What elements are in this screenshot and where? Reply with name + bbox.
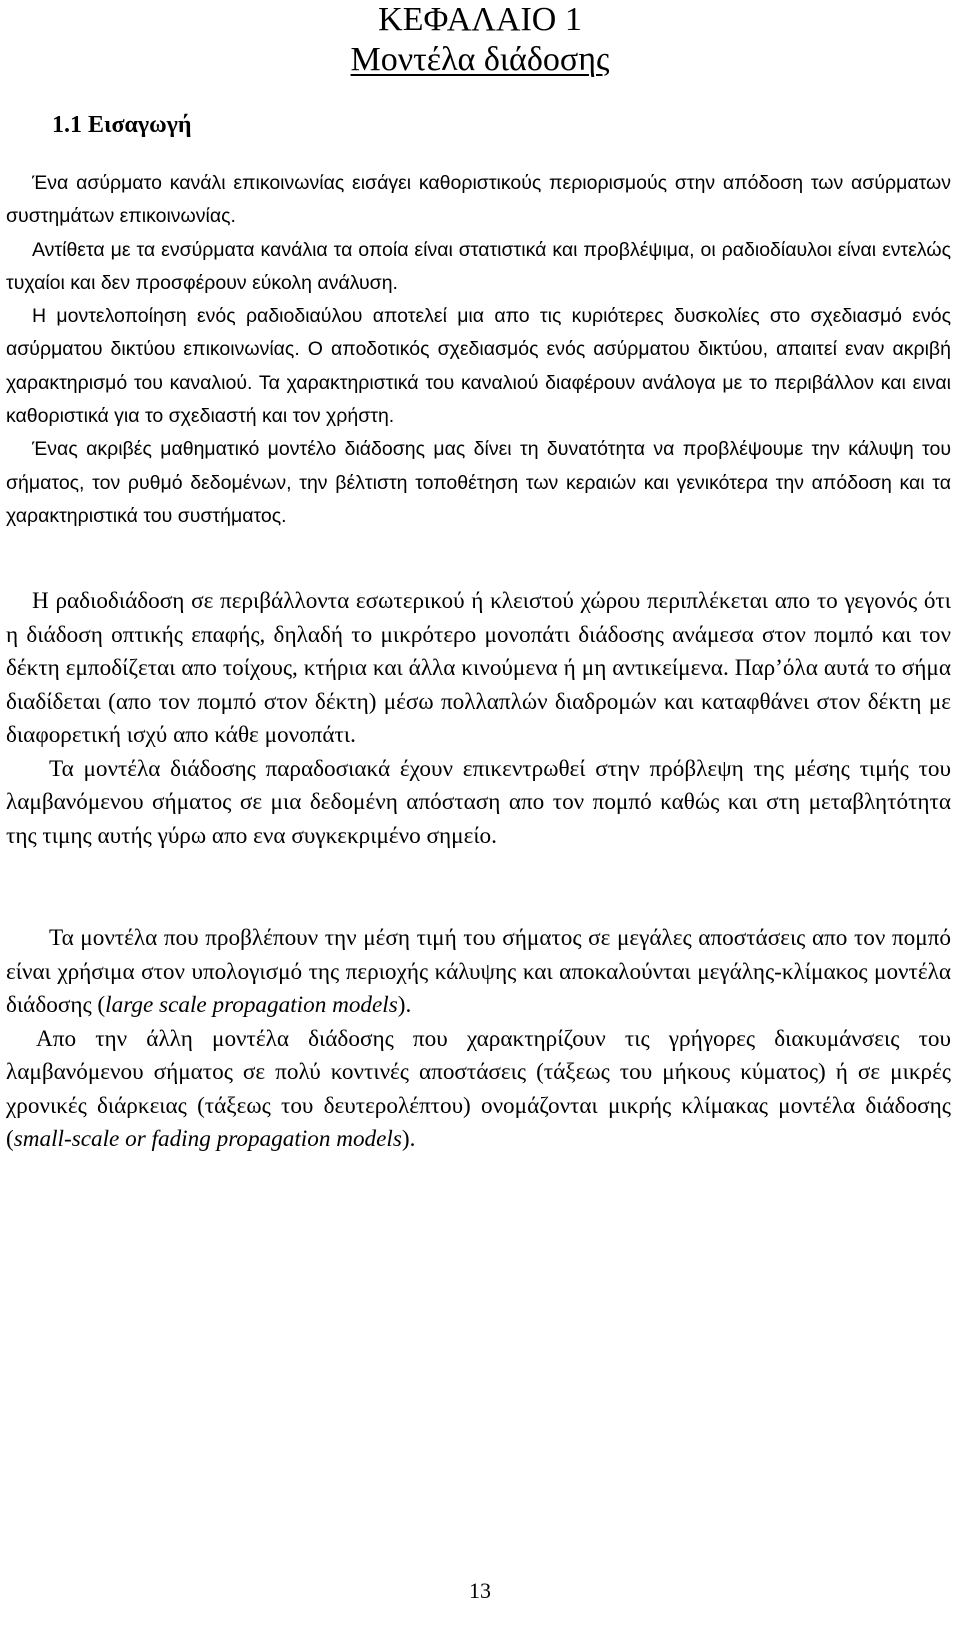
italic-term: large scale propagation models [105, 992, 398, 1018]
chapter-title-text: Μοντέλα διάδοσης [350, 41, 610, 78]
scale-models-block [6, 922, 951, 1157]
paragraph: Ένας ακριβές μαθηματικό μοντέλο διάδοσης μας δίνει τη δυνατότητα να προβλέψουμε την κάλυψη του σήματος, τον ρυθμό δεδομένων, την βέλτιστη τοποθέτηση των κεραιών και γενικότερα την απόδοση και τα χαρακτηριστικά του συστήματος. [6, 438, 951, 527]
paragraph: Αντίθετα με τα ενσύρματα κανάλια τα οποία είναι στατιστικά και προβλέψιμα, οι ραδιοδίαυλοι είναι εντελώς τυχαίοι και δεν προσφέρουν εύκολη ανάλυση. [6, 238, 951, 294]
paragraph: Η ραδιοδιάδοση σε περιβάλλοντα εσωτερικού ή κλειστού χώρου περιπλέκεται απο το γεγονός ότι η διάδοση οπτικής επαφής, δηλαδή το μικρότερο μονοπάτι διάδοσης ανάμεσα στον πομπό και τον δέκτη εμποδίζεται απο τοίχους, κτήρια και άλλα κινούμενα ή μη αντικείμενα. Παρ’όλα αυτά το σήμα διαδίδεται (απο τον πομπό στον δέκτη) μέσω πολλαπλών διαδρομών και καταφθάνει στον δέκτη με διαφορετική ισχύ απο κάθε μονοπάτι. [6, 588, 951, 748]
chapter-number: ΚΕΦΑΛΑΙΟ 1 [378, 1, 582, 38]
intro-sans-block [6, 167, 951, 533]
paragraph-large-scale [6, 922, 951, 1023]
italic-term: small-scale or fading propagation models [13, 1126, 402, 1152]
page-number: 13 [469, 1578, 491, 1603]
paragraph-text: Απο την άλλη μοντέλα διάδοσης που χαρακτηρίζουν τις γρήγορες διακυμάνσεις του λαμβανόμενου σήματος σε πολύ κοντινές αποστάσεις (τάξεως του μήκους κύματος) ή σε μικρές χρονικές διάρκειας (τάξεως του δευτερολέπτου) ονομάζονται μικρής κλίμακας μοντέλα διάδοσης ( [6, 1025, 951, 1152]
paragraph-small-scale [6, 1023, 951, 1157]
paragraph: Τα μοντέλα διάδοσης παραδοσιακά έχουν επικεντρωθεί στην πρόβλεψη της μέσης τιμής του λαμβανόμενου σήματος σε μια δεδομένη απόσταση απο τον πομπό καθώς και στη μεταβλητότητα της τιμης αυτής γύρω απο ενα συγκεκριμένο σημείο. [6, 755, 951, 849]
paragraph: Η μοντελοποίηση ενός ραδιοδιαύλου αποτελεί μια απο τις κυριότερες δυσκολίες στο σχεδιασμό ενός ασύρματου δικτύου επικοινωνίας. Ο αποδοτικός σχεδιασμός ενός ασύρματου δικτύου, απαιτεί εναν ακριβή χαρακτηρισμό του καναλιού. Τα χαρακτηριστικά του καναλιού διαφέρουν ανάλογα με το περιβάλλον και ειναι καθοριστικά για το σχεδιαστή και τον χρήστη. [6, 305, 951, 428]
chapter-title [0, 40, 960, 80]
serif-block [6, 585, 951, 853]
section-heading: 1.1 Εισαγωγή [52, 112, 192, 138]
paragraph: Ένα ασύρματο κανάλι επικοινωνίας εισάγει καθοριστικούς περιορισμούς στην απόδοση των ασύρματων συστημάτων επικοινωνίας. [6, 172, 951, 228]
paragraph-text: Τα μοντέλα που προβλέπουν την μέση τιμή του σήματος σε μεγάλες αποστάσεις απο τον πομπό είναι χρήσιμα στον υπολογισμό της περιοχής κάλυψης και αποκαλούνται μεγάλης-κλίμακος μοντέλα διάδοσης ( [6, 925, 951, 1018]
paragraph-end: ). [401, 1126, 416, 1152]
paragraph-end: ). [397, 992, 412, 1018]
